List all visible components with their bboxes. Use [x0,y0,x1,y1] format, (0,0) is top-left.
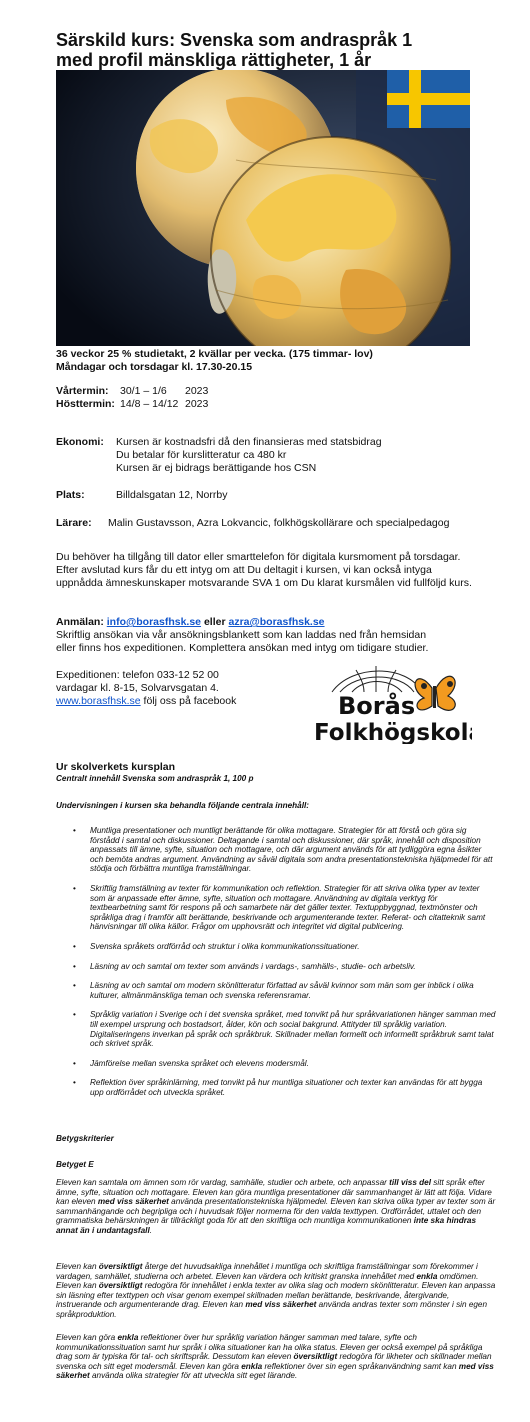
signup-line: Skriftlig ansökan via vår ansökningsblankett som kan laddas ned från hemsidan [56,629,427,641]
autumn-term-year: 2023 [185,398,209,410]
globe-wireframe-icon [332,666,422,692]
logo-text-folkhogskola: Folkhögskola [314,720,472,744]
contact-line: Expeditionen: telefon 033-12 52 00 [56,669,219,681]
place-label: Plats: [56,489,85,501]
list-item: • Skriftlig framställning av texter för kommunikation och reflektion. Strategier för att skriva olika typer av texter som är anpassade efter ämne, syfte, situation och mottagare. Användning av digitala verktyg för textbearbetning samt för respons på och samarbete när det gäller texter. Textuppbyggnad, textmönster och språkliga drag i framför allt berättande, beskrivande och argumenterande texter. Referat- och citatteknik samt hänvisningar till olika källor. Frågor om upphovsrätt och integritet vid digital publicering. [73,883,486,932]
signup-label: Anmälan: [56,616,104,628]
plan-heading: Ur skolverkets kursplan [56,761,176,773]
course-scope: 36 veckor 25 % studietakt, 2 kvällar per vecka. (175 timmar- lov) [56,348,373,360]
economy-line: Kursen är ej bidrags berättigande hos CSN [116,462,317,474]
logo-text-boras: Borås [338,692,416,720]
teachers-row [56,517,449,530]
economy-section [56,436,382,475]
plan-intro: Undervisningen i kursen ska behandla följande centrala innehåll: [56,801,309,810]
website-link[interactable]: www.borasfhsk.se [56,695,141,707]
teachers-label: Lärare: [56,517,92,529]
info-line: uppnådda ämneskunskaper motsvarande SVA 1 om Du klarat kursmålen vid fullföljd kurs. [56,577,472,589]
contact-section [56,669,306,708]
school-logo [312,662,472,744]
spring-term-year: 2023 [185,385,209,397]
autumn-term-label: Hösttermin: [56,398,115,410]
place-row [56,489,227,502]
content-list [56,826,496,1107]
signup-line: eller finns hos expeditionen. Komplettera ansökan med intyg om tidigare studier. [56,642,429,654]
title-line-1: Särskild kurs: Svenska som andraspråk 1 [56,30,413,50]
list-item: • Jämförelse mellan svenska språket och elevens modersmål. [73,1058,309,1068]
grade-heading: Betyget E [56,1160,94,1169]
criteria-paragraph-3: Eleven kan göra enkla reflektioner över hur språklig variation hänger samman med talare, syfte och kommunikationssituation samt hur språk i olika situationer kan ha olika status. Eleven ger också exempel på språkliga drag som är typiska för tal- och skriftspråk. Dessutom kan eleven översiktligt redogöra för likheter och skillnader mellan svenska och sitt eget modersmål. Eleven kan göra enkla reflektioner över sin egen språkanvändning samt kan med viss säkerhet använda olika strategier för att utveckla sitt eget lärande. [56,1333,494,1381]
info-paragraph [56,551,496,590]
autumn-term [56,398,208,411]
spring-term-label: Vårtermin: [56,385,109,397]
logo-graphic [312,662,472,744]
criteria-heading: Betygskriterier [56,1134,114,1143]
butterfly-icon [415,676,455,710]
list-item: • Reflektion över språkinlärning, med tonvikt på hur muntliga situationer och texter kan användas för att bygga upp ordförrådet och utveckla språket. [73,1078,483,1097]
signup-section [56,616,496,655]
spring-term-dates: 30/1 – 1/6 [120,385,167,397]
email-link-azra[interactable]: azra@borasfhsk.se [228,616,325,628]
signup-or: eller [203,616,226,628]
course-days: Måndagar och torsdagar kl. 17.30-20.15 [56,361,253,373]
page-title [56,30,476,70]
autumn-term-dates: 14/8 – 14/12 [120,398,179,410]
email-link-info[interactable]: info@borasfhsk.se [106,616,202,628]
list-item: • Läsning av och samtal om modern skönlitteratur författad av såväl kvinnor som män som ger inblick i olika kulturer, allmänmänskliga teman och svenska referensramar. [73,981,474,1000]
economy-line: Kursen är kostnadsfri då den finansieras med statsbidrag [116,436,382,448]
place-value: Billdalsgatan 12, Norrby [116,489,228,501]
criteria-paragraph-2: Eleven kan översiktligt återge det huvudsakliga innehållet i muntliga och skriftliga framställningar som förekommer i vardagen, samhället, studierna och arbetet. Eleven kan värdera och kritiskt granska innehållet med enkla omdömen. Eleven kan översiktligt redogöra för innehållet i enkla texter av olika slag och modern skönlitteratur. Eleven kan anpassa sin läsning efter texttypen och visar genom exempel skillnaden mellan berättande, beskrivande, återgivande, instruerande och argumenterande drag. Eleven kan med viss säkerhet använda andras texter som mönster i sin egen språkproduktion. [56,1262,496,1319]
contact-line: vardagar kl. 8-15, Solvarvsgatan 4. [56,682,219,694]
facebook-note: följ oss på facebook [140,695,237,707]
info-line: Du behöver ha tillgång till dator eller smarttelefon för digitala kursmoment på torsdagar. [56,551,461,563]
list-item: • Läsning av och samtal om texter som används i vardags-, samhälls-, studie- och arbetsliv. [73,961,416,971]
teachers-value: Malin Gustavsson, Azra Lokvancic, folkhögskollärare och specialpedagog [108,517,450,529]
info-line: Efter avslutad kurs får du ett intyg om att Du deltagit i kursen, vi kan också intyga [56,564,432,576]
spring-term [56,385,208,398]
criteria-paragraph-1: Eleven kan samtala om ämnen som rör vardag, samhälle, studier och arbete, och anpassar till viss del sitt språk efter ämne, syfte, situation och mottagare. Eleven kan göra muntliga presentationer där sammanhanget är lätt att följa. Vidare kan eleven med viss säkerhet använda presentationstekniska hjälpmedel. Eleven kan skriva olika typer av texter som är sammanhängande och begripliga och i huvudsak följer normerna för den valda texttypen. Ordförrådet, uttalet och den grammatiska behärskningen är tillräckligt goda för att den skriftliga och muntliga kommunikationen inte ska hindras annat än i undantagsfall. [56,1178,496,1235]
list-item: • Språklig variation i Sverige och i det svenska språket, med tonvikt på hur språkvariationen hänger samman med till exempel ursprung och bostadsort, ålder, kön och social bakgrund. Attityder till språklig variation. Digitaliseringens inverkan på språk och språkbruk. Skillnader mellan formellt och informellt språkbruk samt talat och skrivet språk. [73,1010,496,1049]
list-item: • Svenska språkets ordförråd och struktur i olika kommunikationssituationer. [73,941,360,951]
title-line-2: med profil mänskliga rättigheter, 1 år [56,50,372,70]
plan-subheading: Centralt innehåll Svenska som andraspråk 1, 100 p [56,774,254,783]
economy-label: Ekonomi: [56,436,104,448]
swedish-flag-icon [387,70,470,128]
list-item: • Muntliga presentationer och muntligt berättande för olika mottagare. Strategier för att förstå och göra sig förstådd i samtal och diskussioner. Deltagande i samtal och diskussioner, där språk, innehåll och disposition anpassats till ämne, syfte, situation och mottagare, och där argument används för att tydliggöra egna åsikter och bemöta andras argument. Användning av såväl digitala som andra presentationstekniska hjälpmedel för att stödja och förbättra muntliga framställningar. [73,826,493,874]
economy-line: Du betalar för kurslitteratur ca 480 kr [116,449,287,461]
